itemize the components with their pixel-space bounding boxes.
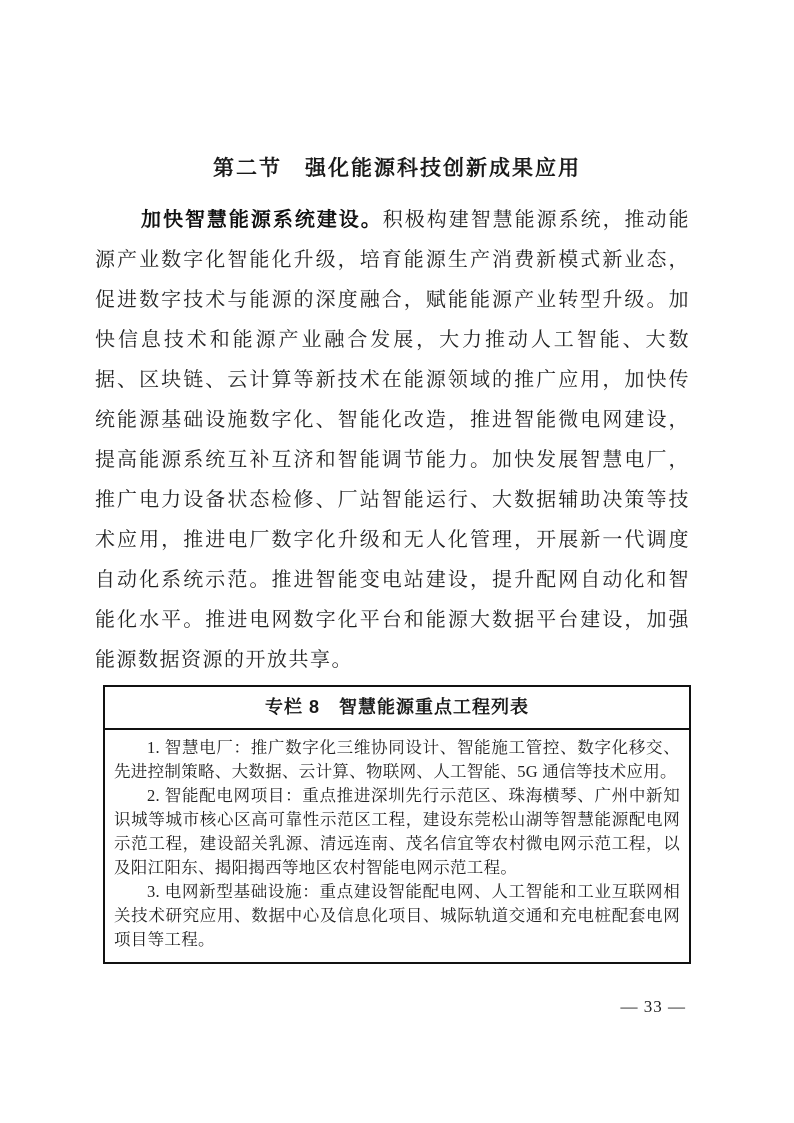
panel-title: 专栏 8 智慧能源重点工程列表 xyxy=(105,687,689,730)
page-number: — 33 — xyxy=(620,997,686,1016)
paragraph-lead-bold: 加快智慧能源系统建设。 xyxy=(141,209,383,231)
panel-item-new-grid-infrastructure: 3. 电网新型基础设施：重点建设智能配电网、人工智能和工业互联网相关技术研究应用、数据中心及信息化项目、城际轨道交通和充电桩配套电网项目等工程。 xyxy=(114,882,680,949)
panel-body xyxy=(105,730,689,962)
panel-item-smart-power-plant: 1. 智慧电厂：推广数字化三维协同设计、智能施工管控、数字化移交、先进控制策略、大数据、云计算、物联网、人工智能、5G 通信等技术应用。 xyxy=(114,738,680,781)
panel-item-smart-distribution-grid: 2. 智能配电网项目：重点推进深圳先行示范区、珠海横琴、广州中新知识城等城市核心区高可靠性示范区工程，建设东莞松山湖等智慧能源配电网示范工程，建设韶关乳源、清远连南、茂名信宜等农村微电网示范工程，以及阳江阳东、揭阳揭西等地区农村智能电网示范工程。 xyxy=(114,786,680,877)
highlight-panel xyxy=(103,685,691,964)
paragraph-text: 积极构建智慧能源系统，推动能源产业数字化智能化升级，培育能源生产消费新模式新业态，促进数字技术与能源的深度融合，赋能能源产业转型升级。加快信息技术和能源产业融合发展，大力推动人工智能、大数据、区块链、云计算等新技术在能源领域的推广应用，加快传统能源基础设施数字化、智能化改造，推进智能微电网建设，提高能源系统互补互济和智能调节能力。加快发展智慧电厂，推广电力设备状态检修、厂站智能运行、大数据辅助决策等技术应用，推进电厂数字化升级和无人化管理，开展新一代调度自动化系统示范。推进智能变电站建设，提升配网自动化和智能化水平。推进电网数字化平台和能源大数据平台建设，加强能源数据资源的开放共享。 xyxy=(95,209,691,671)
body-paragraph xyxy=(95,200,690,680)
section-title: 第二节 强化能源科技创新成果应用 xyxy=(213,157,581,180)
